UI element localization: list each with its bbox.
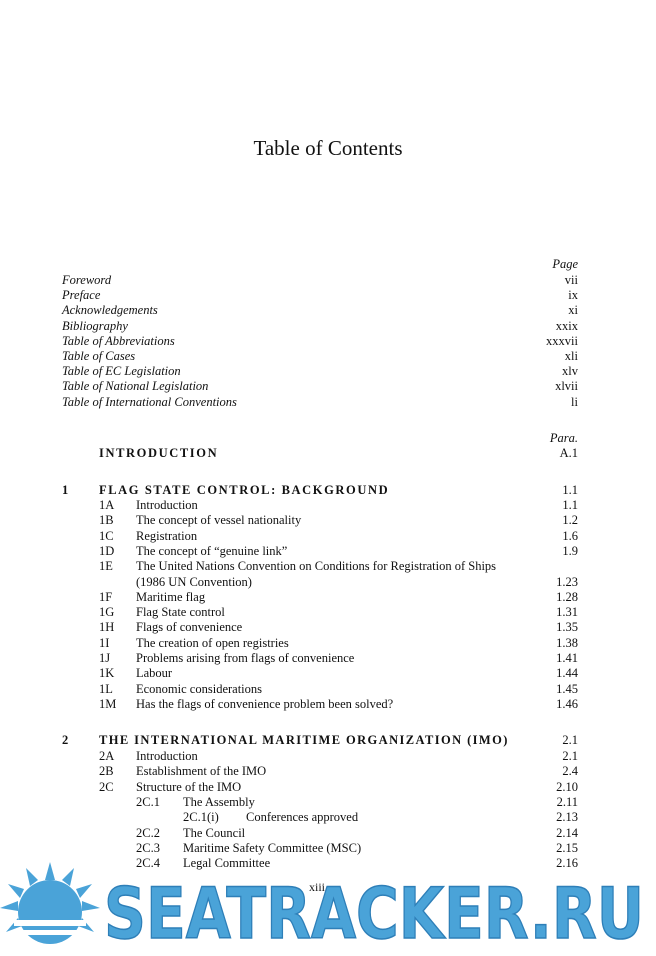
seatracker-watermark — [0, 862, 656, 956]
section-label: Has the flags of convenience problem been solved? — [136, 696, 394, 711]
section-para: 1.23 — [556, 574, 578, 589]
section-label: The creation of open registries — [136, 635, 289, 650]
sun-logo-icon — [0, 862, 100, 944]
section-label: The concept of vessel nationality — [136, 513, 302, 528]
front-matter-page: xxxvii — [546, 333, 578, 348]
section-code: 1G — [99, 605, 115, 620]
section-para: 1.31 — [556, 605, 578, 620]
intro-heading: INTRODUCTION — [99, 446, 219, 460]
front-matter-label: Table of EC Legislation — [62, 364, 181, 379]
subsection-code: 2C.1(i) — [183, 810, 219, 825]
subsection-para: 2.16 — [556, 856, 578, 871]
section-code: 1J — [99, 651, 111, 665]
chapter-2-number: 2 — [62, 733, 70, 747]
section-code: 1C — [99, 528, 114, 543]
section-code: 1F — [99, 589, 113, 604]
page-title: Table of Contents — [253, 136, 403, 160]
subsection-label: Legal Committee — [183, 856, 271, 871]
section-para: 1.2 — [562, 513, 578, 528]
subsection-label: The Council — [183, 825, 246, 840]
front-matter-label: Table of International Conventions — [62, 394, 237, 409]
front-matter-label: Table of Abbreviations — [62, 333, 175, 348]
section-para: 1.44 — [556, 666, 578, 681]
section-label: Economic considerations — [136, 681, 263, 696]
front-matter-page: xlv — [562, 364, 578, 379]
section-para: 1.1 — [562, 498, 578, 512]
section-label: Establishment of the IMO — [136, 764, 267, 779]
subsection-code: 2C.3 — [136, 840, 160, 855]
subsection-code: 2C.1 — [136, 794, 160, 809]
section-para: 1.46 — [556, 696, 578, 711]
section-code: 1L — [99, 681, 113, 696]
section-para: 1.28 — [556, 589, 578, 604]
page-number: xiii — [309, 880, 326, 894]
chapter-2-para: 2.1 — [562, 733, 578, 747]
front-matter-page: xlvii — [555, 379, 578, 394]
intro-para: A.1 — [559, 446, 578, 460]
section-code: 1K — [99, 666, 115, 681]
section-para: 1.38 — [556, 635, 578, 650]
page-column-header: Page — [552, 257, 578, 271]
front-matter-label: Preface — [62, 288, 101, 303]
subsection-code: 2C.4 — [136, 856, 160, 871]
section-para: 1.6 — [562, 528, 578, 543]
section-label: Structure of the IMO — [136, 779, 242, 794]
section-para: 1.9 — [562, 543, 578, 558]
section-label: Flag State control — [136, 605, 225, 620]
front-matter-page: xi — [568, 303, 578, 318]
section-label: Problems arising from flags of convenience — [136, 651, 355, 665]
subsection-code: 2C.2 — [136, 825, 160, 840]
section-code: 1H — [99, 620, 115, 635]
section-code: 2A — [99, 749, 115, 763]
subsection-para: 2.14 — [556, 825, 578, 840]
watermark-text: SEATRACKER.RU — [104, 873, 644, 955]
section-label: Introduction — [136, 749, 198, 763]
subsection-para: 2.11 — [556, 794, 578, 809]
section-code: 1E — [99, 559, 113, 574]
section-label: The United Nations Convention on Conditions for Registration of Ships — [136, 559, 497, 574]
para-column-header: Para. — [549, 431, 578, 445]
section-para: 2.10 — [556, 779, 578, 794]
section-para: 2.4 — [562, 764, 578, 779]
section-label: The concept of “genuine link” — [136, 543, 288, 558]
chapter-2-title: THE INTERNATIONAL MARITIME ORGANIZATION (IMO) — [99, 733, 509, 747]
front-matter-label: Table of National Legislation — [62, 379, 209, 394]
subsection-label: The Assembly — [183, 794, 255, 809]
section-code: 2C — [99, 779, 114, 794]
subsection-para: 2.13 — [556, 810, 578, 825]
section-label: Maritime flag — [136, 589, 206, 604]
section-para: 1.41 — [556, 651, 578, 665]
front-matter-label: Acknowledgements — [62, 303, 158, 318]
section-code: 1I — [99, 635, 110, 650]
front-matter-label: Table of Cases — [62, 349, 136, 363]
section-code: 1D — [99, 543, 115, 558]
subsection-label: Conferences approved — [246, 810, 359, 825]
subsection-label: Maritime Safety Committee (MSC) — [183, 840, 362, 855]
section-para: 2.1 — [562, 749, 578, 763]
chapter-1-number: 1 — [62, 483, 70, 497]
front-matter-label: Bibliography — [62, 318, 128, 333]
front-matter-page: xxix — [555, 318, 578, 333]
section-label-cont: (1986 UN Convention) — [136, 574, 252, 589]
section-label: Flags of convenience — [136, 620, 243, 635]
section-label: Labour — [136, 666, 173, 681]
section-label: Registration — [136, 528, 198, 543]
front-matter-page: xli — [564, 349, 578, 363]
section-label: Introduction — [136, 498, 198, 512]
section-para: 1.35 — [556, 620, 578, 635]
front-matter-page: vii — [564, 273, 578, 287]
front-matter-label: Foreword — [62, 273, 112, 287]
section-para: 1.45 — [556, 681, 578, 696]
section-code: 1B — [99, 513, 114, 528]
chapter-1-title: FLAG STATE CONTROL: BACKGROUND — [99, 483, 390, 497]
section-code: 1M — [99, 696, 117, 711]
section-code: 2B — [99, 764, 114, 779]
front-matter-page: ix — [568, 288, 578, 303]
chapter-1-para: 1.1 — [562, 483, 578, 497]
front-matter-page: li — [571, 394, 578, 409]
section-code: 1A — [99, 498, 115, 512]
subsection-para: 2.15 — [556, 840, 578, 855]
